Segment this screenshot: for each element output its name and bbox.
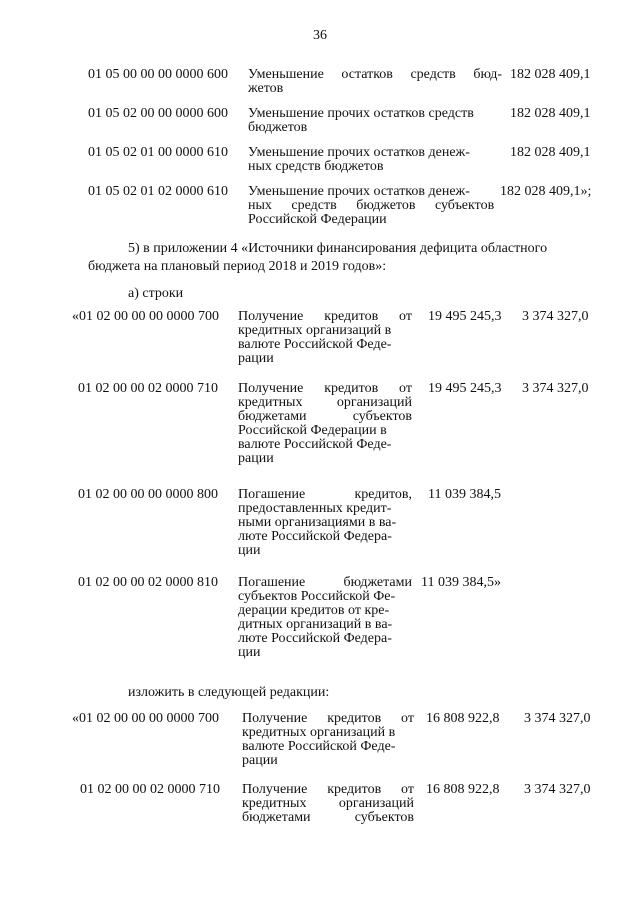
description-line: Получение кредитов от <box>242 782 414 797</box>
row-value-2018: 11 039 384,5» <box>421 575 501 590</box>
row-value-2018: 16 808 922,8 <box>426 782 500 797</box>
description-line: бюджетами субъектов <box>238 409 412 424</box>
paragraph-line: 5) в приложении 4 «Источники финансирования дефицита областного <box>128 241 548 256</box>
replace-instruction: изложить в следующей редакции: <box>128 685 330 700</box>
description-line: ных средств бюджетов <box>248 159 384 174</box>
description-line: рации <box>238 451 274 466</box>
row-value-2018: 19 495 245,3 <box>428 381 502 396</box>
row-value-2018: 16 808 922,8 <box>426 711 500 726</box>
row-value-2018: 19 495 245,3 <box>428 309 502 324</box>
row-value: 182 028 409,1 <box>510 67 591 82</box>
description-line: субъектов Российской Фе- <box>238 589 396 604</box>
description-line: кредитных организаций в <box>238 323 392 338</box>
row-value: 182 028 409,1 <box>510 106 591 121</box>
description-line: бюджетами субъектов <box>242 810 414 825</box>
paragraph-line: бюджета на плановый период 2018 и 2019 годов»: <box>88 259 387 274</box>
description-line: предоставленных кредит- <box>238 501 392 516</box>
row-code: 01 05 00 00 00 0000 600 <box>88 67 228 82</box>
description-line: Уменьшение прочих остатков денеж- <box>248 145 470 160</box>
row-value-2019: 3 374 327,0 <box>522 309 589 324</box>
description-line: Уменьшение прочих остатков средств <box>248 106 474 121</box>
row-description <box>248 68 502 96</box>
row-description <box>238 310 412 366</box>
row-value: 182 028 409,1»; <box>500 184 592 199</box>
row-value-2018: 11 039 384,5 <box>428 487 501 502</box>
description-line: жетов <box>248 81 284 96</box>
description-line: дерации кредитов от кре- <box>238 603 390 618</box>
description-line: валюте Российской Феде- <box>242 739 396 754</box>
description-line: Получение кредитов от <box>238 381 412 396</box>
description-line: Уменьшение прочих остатков денеж- <box>248 184 470 199</box>
description-line: Погашение кредитов, <box>238 487 412 502</box>
row-description <box>248 185 498 227</box>
row-code: 01 05 02 01 00 0000 610 <box>88 145 228 160</box>
row-code: 01 05 02 01 02 0000 610 <box>88 184 228 199</box>
description-line: бюджетов <box>248 120 308 135</box>
row-description <box>248 146 502 174</box>
row-code: «01 02 00 00 00 0000 700 <box>72 711 219 726</box>
subsection-a: а) строки <box>128 286 184 301</box>
row-value-2019: 3 374 327,0 <box>524 711 591 726</box>
description-line: люте Российской Федера- <box>238 529 392 544</box>
row-description <box>238 488 412 558</box>
row-code: 01 02 00 00 02 0000 710 <box>80 782 220 797</box>
row-code: 01 02 00 00 00 0000 800 <box>78 487 218 502</box>
row-code: «01 02 00 00 00 0000 700 <box>72 309 219 324</box>
row-value-2019: 3 374 327,0 <box>524 782 591 797</box>
description-line: валюте Российской Феде- <box>238 337 392 352</box>
description-line: дитных организаций в ва- <box>238 617 393 632</box>
row-code: 01 02 00 00 02 0000 810 <box>78 575 218 590</box>
description-line: люте Российской Федера- <box>238 631 392 646</box>
row-code: 01 05 02 00 00 0000 600 <box>88 106 228 121</box>
description-line: рации <box>242 753 278 768</box>
row-description <box>242 712 414 768</box>
row-value: 182 028 409,1 <box>510 145 591 160</box>
row-description <box>242 783 414 825</box>
description-line: ными организациями в ва- <box>238 515 397 530</box>
description-line: Погашение бюджетами <box>238 575 412 590</box>
row-description <box>248 107 502 135</box>
row-description <box>238 382 412 466</box>
description-line: Российской Федерации <box>248 212 387 227</box>
description-line: ции <box>238 645 261 660</box>
description-line: кредитных организаций в <box>242 725 396 740</box>
row-description <box>238 576 412 660</box>
row-value-2019: 3 374 327,0 <box>522 381 589 396</box>
description-line: валюте Российской Феде- <box>238 437 392 452</box>
description-line: Получение кредитов от <box>242 711 414 726</box>
page-number: 36 <box>313 28 327 43</box>
description-line: ции <box>238 543 261 558</box>
description-line: кредитных организаций <box>238 395 412 410</box>
description-line: Российской Федерации в <box>238 423 387 438</box>
row-code: 01 02 00 00 02 0000 710 <box>78 381 218 396</box>
description-line: Получение кредитов от <box>238 309 412 324</box>
description-line: Уменьшение остатков средств бюд- <box>248 67 502 82</box>
description-line: рации <box>238 351 274 366</box>
description-line: кредитных организаций <box>242 796 414 811</box>
description-line: ных средств бюджетов субъектов <box>248 198 495 213</box>
